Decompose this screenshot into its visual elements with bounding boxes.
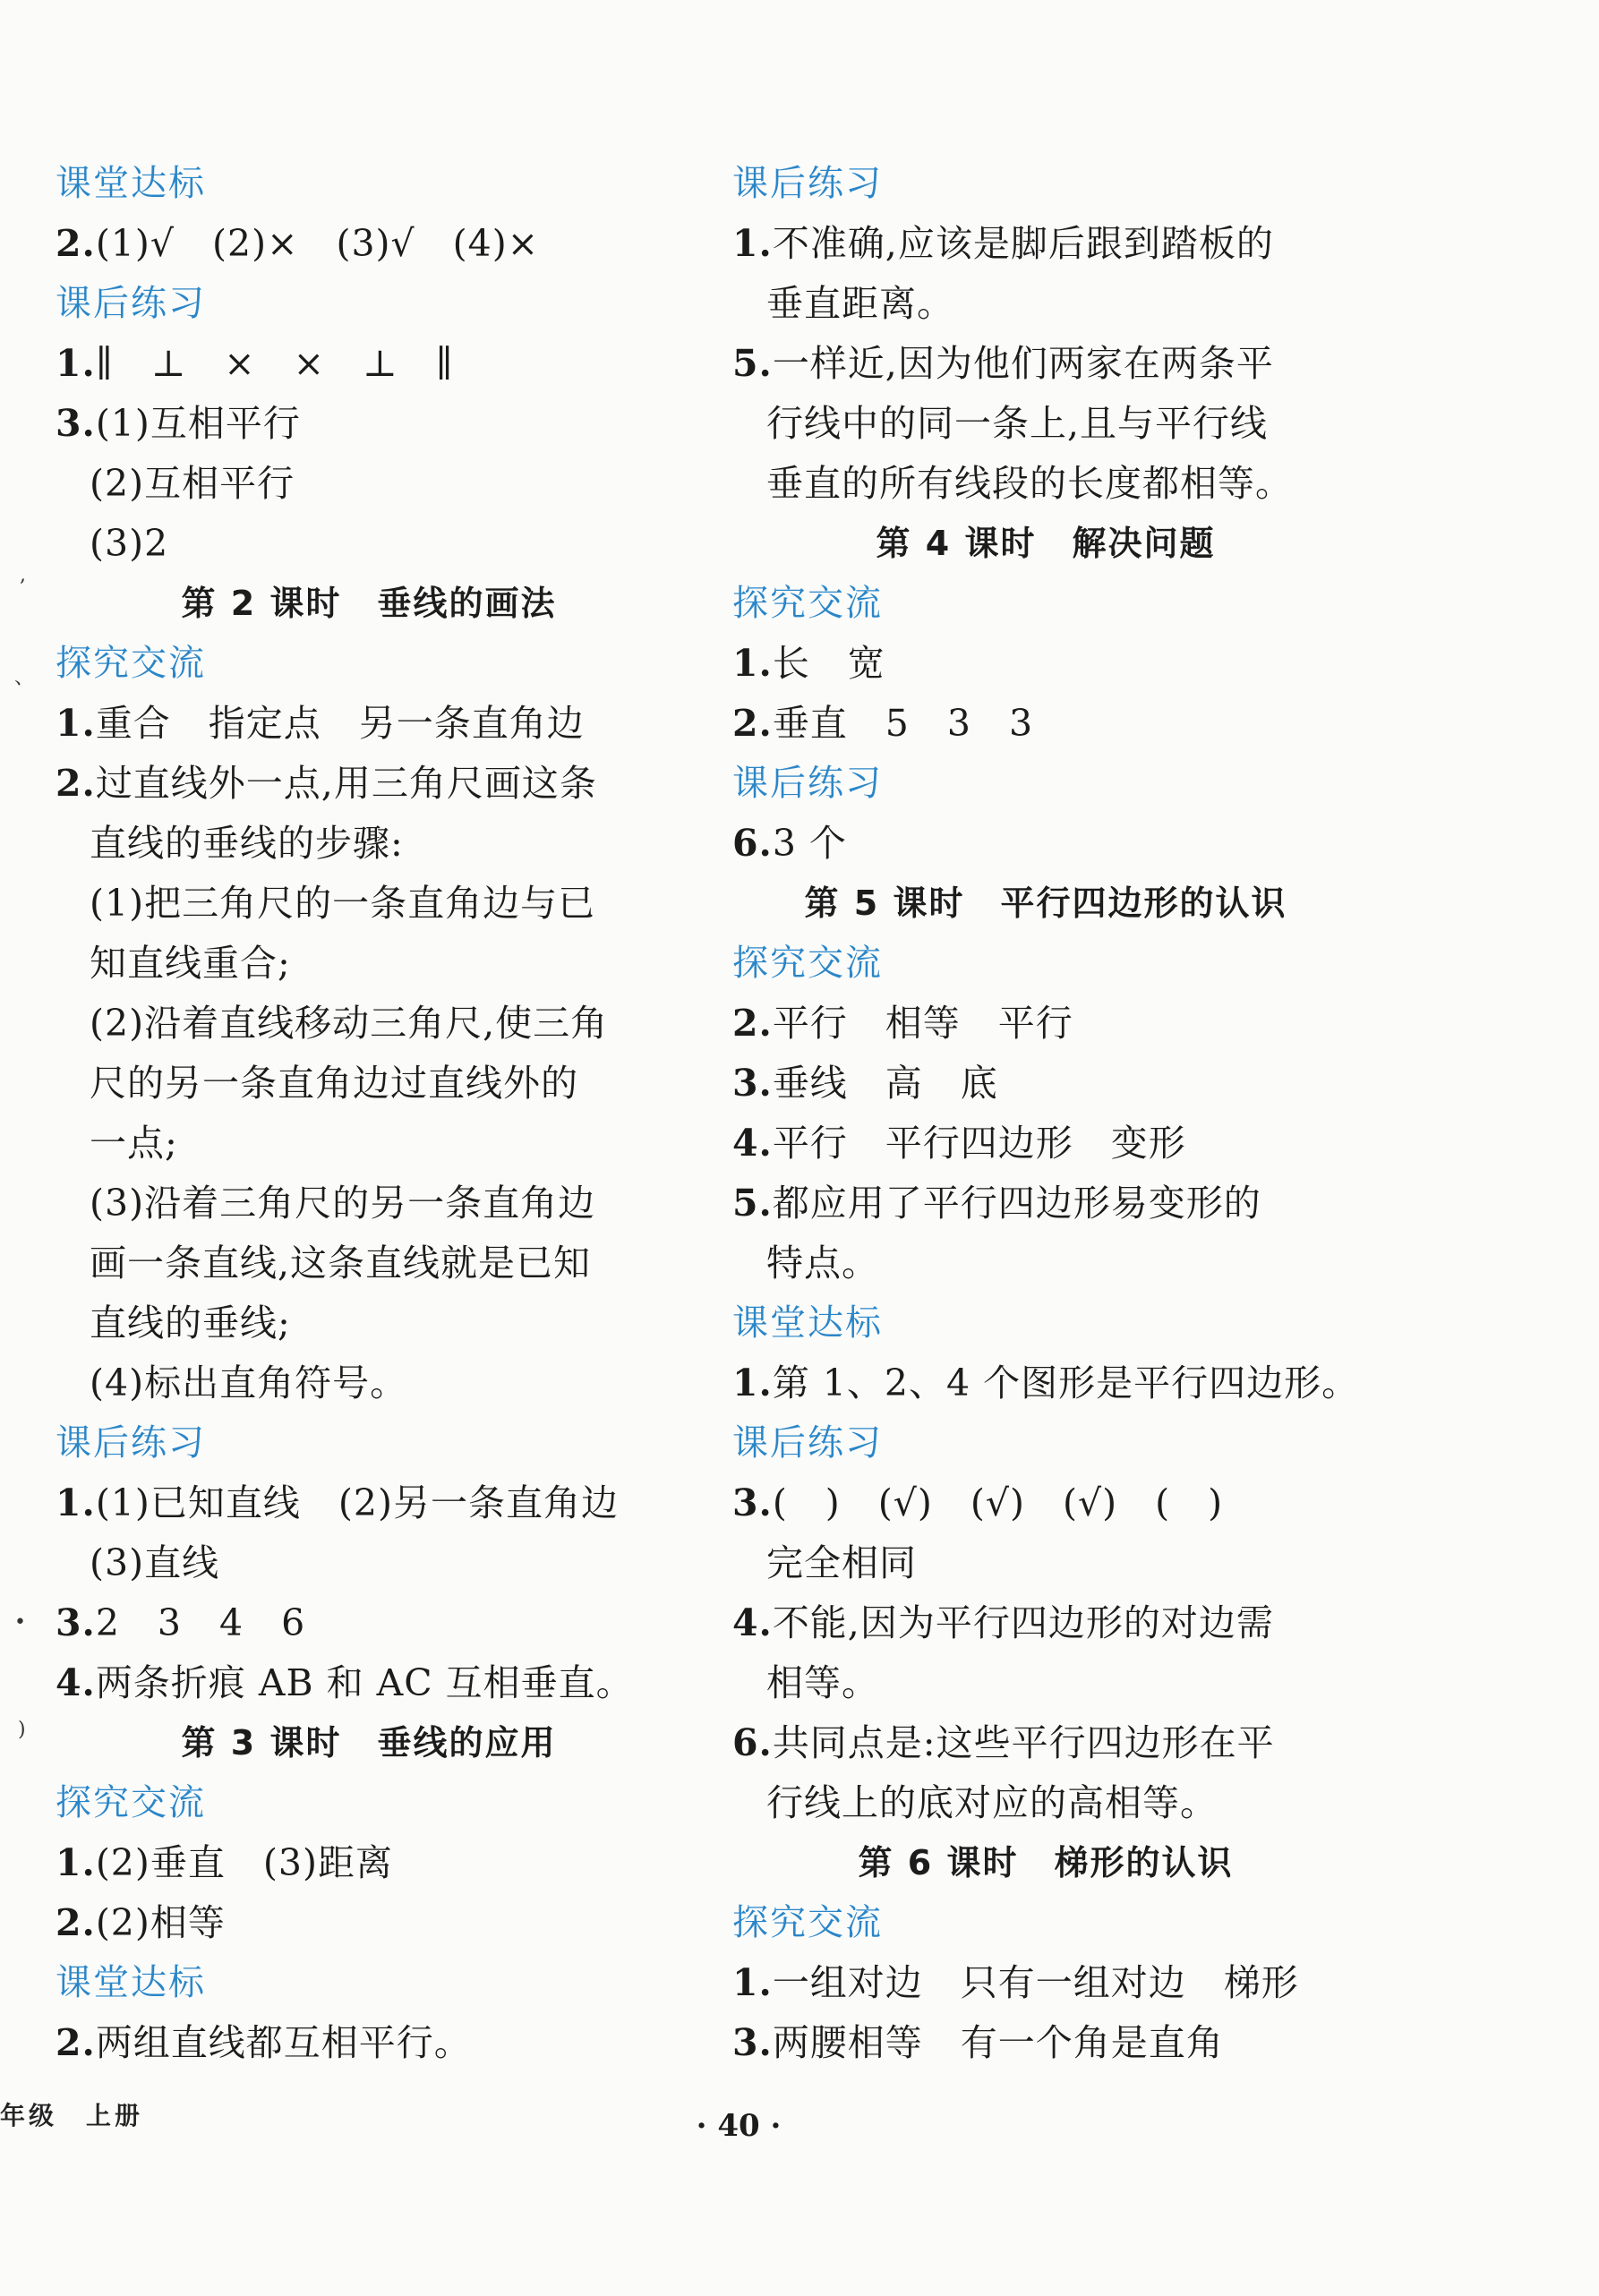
item-number: 3. — [732, 1481, 773, 1524]
item-text: ∥ ⊥ × × ⊥ ∥ — [95, 342, 454, 385]
answer-item — [732, 1473, 1359, 1533]
margin-mark: ) — [18, 1719, 26, 1741]
item-text: (2)垂直 (3)距离 — [95, 1841, 393, 1884]
item-number: 5. — [732, 1182, 773, 1225]
answer-continuation: 一点; — [90, 1122, 178, 1165]
item-text: 重合 指定点 另一条直角边 — [95, 702, 585, 745]
answer-item — [732, 1353, 1359, 1413]
answer-item — [56, 214, 682, 274]
lesson-title: 第 4 课时 解决问题 — [876, 524, 1216, 563]
answer-item — [732, 994, 1359, 1054]
item-text: 不准确,应该是脚后跟到踏板的 — [772, 222, 1274, 265]
answer-item — [56, 694, 682, 754]
item-number: 1. — [56, 702, 96, 745]
item-number: 3. — [56, 402, 96, 445]
item-number: 1. — [56, 1841, 96, 1884]
answer-item — [732, 1174, 1359, 1233]
answer-item — [56, 1593, 682, 1653]
section-heading: 课后练习 — [732, 1422, 883, 1464]
answer-continuation: 画一条直线,这条直线就是已知 — [90, 1242, 592, 1285]
answer-item — [56, 1833, 682, 1893]
answer-item — [732, 694, 1359, 754]
item-number: 3. — [56, 1601, 96, 1644]
section-heading: 课后练习 — [56, 283, 206, 324]
answer-item — [732, 1713, 1359, 1773]
item-number: 1. — [732, 222, 773, 265]
item-number: 1. — [732, 1961, 773, 2004]
item-text: 平行 相等 平行 — [772, 1002, 1073, 1045]
section-heading: 课堂达标 — [56, 1962, 206, 2003]
item-text: (1)已知直线 (2)另一条直角边 — [95, 1481, 619, 1524]
item-text: 平行 平行四边形 变形 — [772, 1122, 1186, 1165]
answer-continuation: (3)沿着三角尺的另一条直角边 — [90, 1182, 596, 1225]
answer-item — [56, 1893, 682, 1953]
item-number: 2. — [732, 702, 773, 745]
item-number: 1. — [732, 642, 773, 685]
item-text: 2 3 4 6 — [95, 1601, 306, 1644]
item-text: (1)互相平行 — [95, 402, 301, 445]
answer-continuation: 垂直的所有线段的长度都相等。 — [766, 462, 1293, 505]
section-heading: 探究交流 — [732, 1902, 883, 1943]
item-number: 4. — [732, 1601, 773, 1644]
answer-continuation: (2)沿着直线移动三角尺,使三角 — [90, 1002, 609, 1045]
item-text: 都应用了平行四边形易变形的 — [772, 1182, 1261, 1225]
item-text: 共同点是:这些平行四边形在平 — [772, 1721, 1275, 1764]
section-heading: 课后练习 — [732, 763, 883, 804]
lesson-title: 第 3 课时 垂线的应用 — [181, 1723, 557, 1763]
answer-continuation: (4)标出直角符号。 — [90, 1361, 408, 1404]
margin-mark: , — [20, 564, 26, 586]
item-text: ( ) (√) (√) (√) ( ) — [772, 1481, 1224, 1524]
item-number: 6. — [732, 822, 773, 865]
item-text: 两腰相等 有一个角是直角 — [772, 2021, 1224, 2064]
item-text: 垂直 5 3 3 — [772, 702, 1034, 745]
answer-item — [732, 2013, 1359, 2073]
answer-item — [56, 754, 682, 814]
answer-continuation: 行线上的底对应的高相等。 — [766, 1781, 1218, 1824]
section-heading: 探究交流 — [56, 643, 206, 684]
grade-label: 年级 上册 — [0, 2101, 144, 2130]
answer-continuation: 尺的另一条直角边过直线外的 — [90, 1062, 578, 1105]
item-text: 一样近,因为他们两家在两条平 — [772, 342, 1274, 385]
answer-continuation: (2)互相平行 — [90, 462, 295, 505]
lesson-title: 第 5 课时 平行四边形的认识 — [804, 883, 1287, 923]
answer-item — [732, 814, 1359, 874]
item-text: 不能,因为平行四边形的对边需 — [772, 1601, 1274, 1644]
answer-item — [732, 1953, 1359, 2013]
item-text: 过直线外一点,用三角尺画这条 — [95, 762, 597, 805]
right-column — [732, 154, 1359, 2073]
item-number: 1. — [56, 342, 96, 385]
item-number: 5. — [732, 342, 773, 385]
item-number: 4. — [56, 1661, 96, 1704]
item-text: (1)√ (2)× (3)√ (4)× — [95, 222, 540, 265]
item-number: 6. — [732, 1721, 773, 1764]
section-heading: 探究交流 — [732, 943, 883, 984]
answer-continuation: (1)把三角尺的一条直角边与已 — [90, 882, 596, 925]
item-number: 1. — [56, 1481, 96, 1524]
answer-item — [56, 334, 682, 394]
item-number: 2. — [56, 1901, 96, 1944]
margin-mark: • — [14, 1611, 26, 1634]
item-number: 1. — [732, 1361, 773, 1404]
answer-item — [732, 214, 1359, 274]
answer-continuation: 完全相同 — [766, 1541, 917, 1584]
answer-continuation: 特点。 — [766, 1242, 879, 1285]
answer-item — [732, 634, 1359, 694]
item-text: 两组直线都互相平行。 — [95, 2021, 472, 2064]
answer-item — [732, 1054, 1359, 1114]
section-heading: 课堂达标 — [732, 1302, 883, 1344]
answer-item — [732, 334, 1359, 394]
item-number: 3. — [732, 1062, 773, 1105]
item-number: 2. — [732, 1002, 773, 1045]
item-text: 一组对边 只有一组对边 梯形 — [772, 1961, 1299, 2004]
item-number: 2. — [56, 762, 96, 805]
section-heading: 课后练习 — [732, 163, 883, 204]
answer-continuation: 行线中的同一条上,且与平行线 — [766, 402, 1269, 445]
answer-continuation: (3)直线 — [90, 1541, 220, 1584]
answer-continuation: 垂直距离。 — [766, 282, 954, 325]
item-text: 垂线 高 底 — [772, 1062, 998, 1105]
answer-continuation: (3)2 — [90, 522, 169, 565]
lesson-title: 第 6 课时 梯形的认识 — [858, 1843, 1234, 1882]
item-text: 两条折痕 AB 和 AC 互相垂直。 — [95, 1661, 634, 1704]
item-text: 第 1、2、4 个图形是平行四边形。 — [772, 1361, 1360, 1404]
section-heading: 课堂达标 — [56, 163, 206, 204]
answer-continuation: 知直线重合; — [90, 942, 291, 985]
section-heading: 课后练习 — [56, 1422, 206, 1464]
answer-item — [56, 1653, 682, 1713]
answer-item — [56, 1473, 682, 1533]
answer-continuation: 直线的垂线的步骤: — [90, 822, 404, 865]
lesson-title: 第 2 课时 垂线的画法 — [181, 584, 557, 623]
answer-item — [56, 394, 682, 454]
item-text: 3 个 — [772, 822, 847, 865]
section-heading: 探究交流 — [56, 1782, 206, 1823]
answer-continuation: 相等。 — [766, 1661, 879, 1704]
item-number: 2. — [56, 2021, 96, 2064]
answer-item — [732, 1593, 1359, 1653]
margin-mark: 、 — [14, 667, 35, 689]
item-text: 长 宽 — [772, 642, 885, 685]
answer-item — [732, 1114, 1359, 1174]
answer-item — [56, 2013, 682, 2073]
answer-continuation: 直线的垂线; — [90, 1302, 291, 1344]
item-number: 3. — [732, 2021, 773, 2064]
item-number: 4. — [732, 1122, 773, 1165]
left-column — [56, 154, 682, 2073]
item-number: 2. — [56, 222, 96, 265]
page-number: · 40 · — [696, 2108, 782, 2144]
section-heading: 探究交流 — [732, 583, 883, 624]
item-text: (2)相等 — [95, 1901, 226, 1944]
